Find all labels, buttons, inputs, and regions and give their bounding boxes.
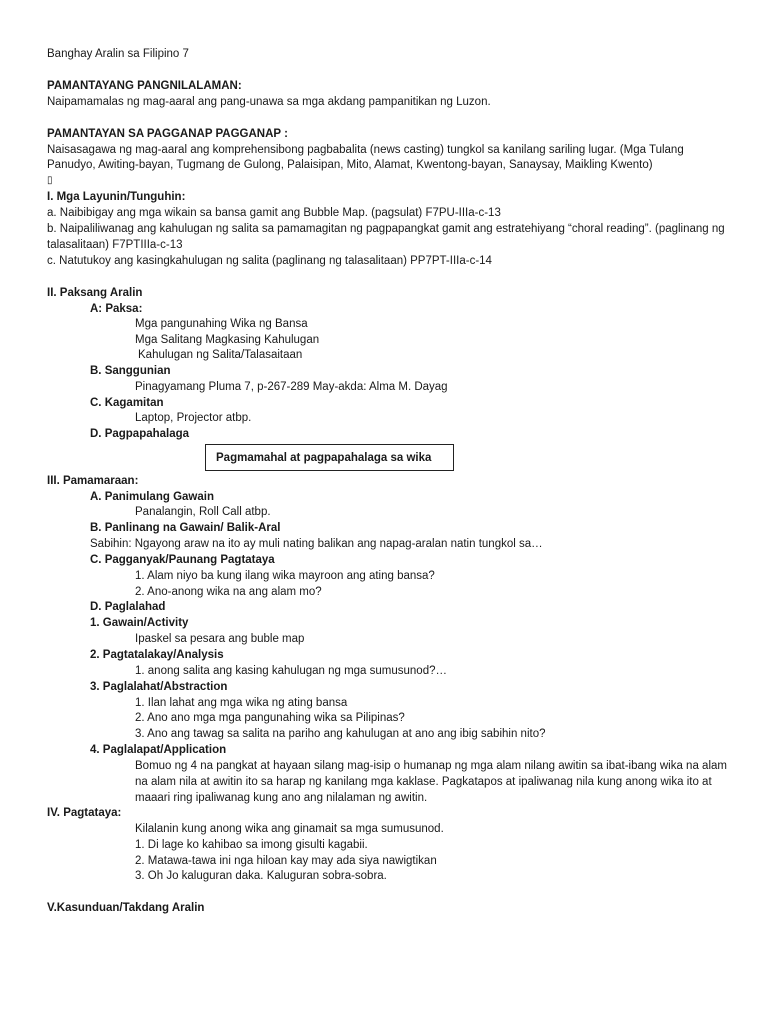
layunin-item-b-line2: talasalitaan) F7PTIIIa-c-13 xyxy=(47,239,183,251)
pagganyak-item: 2. Ano-anong wika na ang alam mo? xyxy=(135,586,322,598)
paglalapat-line: Bomuo ng 4 na pangkat at hayaan silang mag-isip o humanap ng mga alam nilang awitin sa ibat-ibang wika na alam xyxy=(135,760,727,772)
pamamaraan-heading: III. Pamamaraan: xyxy=(47,475,139,487)
pagtatalakay-item: 1. anong salita ang kasing kahulugan ng mga sumusunod?… xyxy=(135,665,447,677)
panimulang-gawain-heading: A. Panimulang Gawain xyxy=(90,491,214,503)
paglalahat-item: 3. Ano ang tawag sa salita na pariho ang kahulugan at ano ang ibig sabihin nito? xyxy=(135,728,546,740)
paksa-item: Mga Salitang Magkasing Kahulugan xyxy=(135,334,320,346)
kasunduan-heading: V.Kasunduan/Takdang Aralin xyxy=(47,902,205,914)
pagtataya-item: 3. Oh Jo kaluguran daka. Kaluguran sobra-sobra. xyxy=(135,870,387,882)
layunin-heading: I. Mga Layunin/Tunguhin: xyxy=(47,191,186,203)
layunin-item-b-line1: b. Naipaliliwanag ang kahulugan ng salita sa pamamagitan ng pagpapangkat gamit ang estratehiyang “choral reading”. (paglinang ng xyxy=(47,223,725,235)
kagamitan-heading: C. Kagamitan xyxy=(90,397,164,409)
balik-aral-text: Sabihin: Ngayong araw na ito ay muli nating balikan ang napag-aralan natin tungkol sa… xyxy=(90,538,543,550)
sanggunian-heading: B. Sanggunian xyxy=(90,365,171,377)
gawain-text: Ipaskel sa pesara ang buble map xyxy=(135,633,305,645)
pagtataya-item: 1. Di lage ko kahibao sa imong gisulti kagabii. xyxy=(135,839,368,851)
paksa-item: Kahulugan ng Salita/Talasaitaan xyxy=(138,349,303,361)
layunin-item-c: c. Natutukoy ang kasingkahulugan ng salita (paglinang ng talasalitaan) PP7PT-IIIa-c-14 xyxy=(47,255,492,267)
pagtataya-intro: Kilalanin kung anong wika ang ginamait sa mga sumusunod. xyxy=(135,823,444,835)
pamantayan-pagganap-text-line2: Panudyo, Awiting-bayan, Tugmang de Gulong, Palaisipan, Mito, Alamat, Kwentong-bayan, Sanaysay, Maikling Kwento) xyxy=(47,159,653,171)
paglalahat-heading: 3. Paglalahat/Abstraction xyxy=(90,681,228,693)
pagganyak-heading: C. Pagganyak/Paunang Pagtataya xyxy=(90,554,275,566)
pagpapahalaga-box: Pagmamahal at pagpapahalaga sa wika xyxy=(205,444,454,471)
pagtataya-item: 2. Matawa-tawa ini nga hiloan kay may ada siya nawigtikan xyxy=(135,855,437,867)
gawain-heading: 1. Gawain/Activity xyxy=(90,617,189,629)
paglalapat-line: maaari ring ipaliwanag kung ano ang nilalaman ng awitin. xyxy=(135,792,428,804)
paksang-aralin-heading: II. Paksang Aralin xyxy=(47,287,143,299)
pagganyak-item: 1. Alam niyo ba kung ilang wika mayroon ang ating bansa? xyxy=(135,570,435,582)
pagpapahalaga-heading: D. Pagpapahalaga xyxy=(90,428,190,440)
paksa-heading: A: Paksa: xyxy=(90,303,143,315)
pamantayang-pangnilalaman-text: Naipamamalas ng mag-aaral ang pang-unawa sa mga akdang pampanitikan ng Luzon. xyxy=(47,96,491,108)
layunin-item-a: a. Naibibigay ang mga wikain sa bansa gamit ang Bubble Map. (pagsulat) F7PU-IIIa-c-13 xyxy=(47,207,501,219)
balik-aral-heading: B. Panlinang na Gawain/ Balik-Aral xyxy=(90,522,281,534)
missing-glyph-symbol: ▯ xyxy=(47,175,53,186)
paglalapat-heading: 4. Paglalapat/Application xyxy=(90,744,227,756)
paksa-item: Mga pangunahing Wika ng Bansa xyxy=(135,318,308,330)
document-title: Banghay Aralin sa Filipino 7 xyxy=(47,48,189,60)
pamantayan-pagganap-text-line1: Naisasagawa ng mag-aaral ang komprehensibong pagbabalita (news casting) tungkol sa kanilang sariling lugar. (Mga Tulang xyxy=(47,144,684,156)
paglalahad-heading: D. Paglalahad xyxy=(90,601,166,613)
panimulang-gawain-text: Panalangin, Roll Call atbp. xyxy=(135,506,271,518)
kagamitan-text: Laptop, Projector atbp. xyxy=(135,412,252,424)
pamantayan-pagganap-heading: PAMANTAYAN SA PAGGANAP PAGGANAP : xyxy=(47,128,288,140)
paglalapat-line: na alam nila at awitin ito sa harap ng kanilang mga kaklase. Pagkatapos at ipaliwanag nila kung anong wika ito at xyxy=(135,776,712,788)
pagtataya-heading: IV. Pagtataya: xyxy=(47,807,122,819)
pagtatalakay-heading: 2. Pagtatalakay/Analysis xyxy=(90,649,224,661)
pamantayang-pangnilalaman-heading: PAMANTAYANG PANGNILALAMAN: xyxy=(47,80,242,92)
paglalahat-item: 2. Ano ano mga mga pangunahing wika sa Pilipinas? xyxy=(135,712,405,724)
paglalahat-item: 1. Ilan lahat ang mga wika ng ating bansa xyxy=(135,697,348,709)
sanggunian-text: Pinagyamang Pluma 7, p-267-289 May-akda: Alma M. Dayag xyxy=(135,381,448,393)
